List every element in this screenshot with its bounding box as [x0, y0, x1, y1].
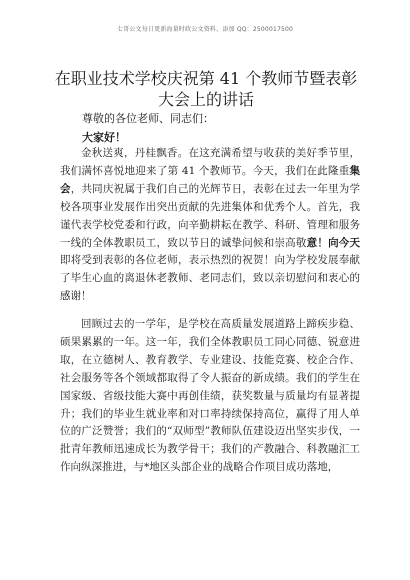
paragraph-text: ，共同庆祝属于我们自己的光辉节日，表彰在过去一年里为学校各项事业发展作出突出贡献的先进集体和优秀个人。首先，我 谨代表学校党委和行政，向辛勤耕耘在教学、科研、管理和服务 一线的全体教职员工，致以节日的诚挚问候和崇高敬	[60, 182, 361, 249]
paragraph-opening	[60, 145, 360, 306]
page-title: 在职业技术学校庆祝第 41 个教师节暨表彰大会上的讲话	[54, 69, 358, 109]
salutation: 尊敬的各位老师、同志们：	[82, 112, 214, 125]
greeting: 大家好！	[82, 131, 126, 144]
highlighted-text: 意！向今天	[306, 236, 361, 249]
highlighted-text: 集 会	[60, 164, 360, 195]
paragraph-text: 即将受到表彰的各位老师，表示热烈的祝贺！向为学校发展奉献 了毕生心血的离退休老教师、老同志们，致以亲切慰问和衷心的 感谢！	[60, 254, 360, 303]
paragraph-text: 金秋送爽，丹桂飘香。在这充满希望与收获的美好季节里，我们满怀喜悦地迎来了第 41 个教师节。今天，我们在此隆重	[60, 147, 360, 177]
header-note: 七哥公文每日更新海量时政公文资料，添加 QQ：2500017500	[116, 26, 294, 33]
paragraph-review: 回顾过去的一学年，是学校在高质量发展道路上蹄疾步稳、硕果累累的一年。这一年，我们全体教职员工同心同德、锐意进取，在立德树人、教育教学、专业建设、技能竞赛、校企合作、社会服务等各个领域都取得了令人振奋的新成绩。我们的学生在国家级、省级技能大赛中再创佳绩，获奖数量与质量均有显著提升；我们的毕业生就业率和对口率持续保持高位，赢得了用人单位的广泛赞誉；我们的“双师型”教师队伍建设迈出坚实步伐，一批青年教师迅速成长为教学骨干；我们的产教融合、科教融汇工作向纵深推进，与*地区头部企业的战略合作项目成功落地，	[60, 318, 360, 474]
